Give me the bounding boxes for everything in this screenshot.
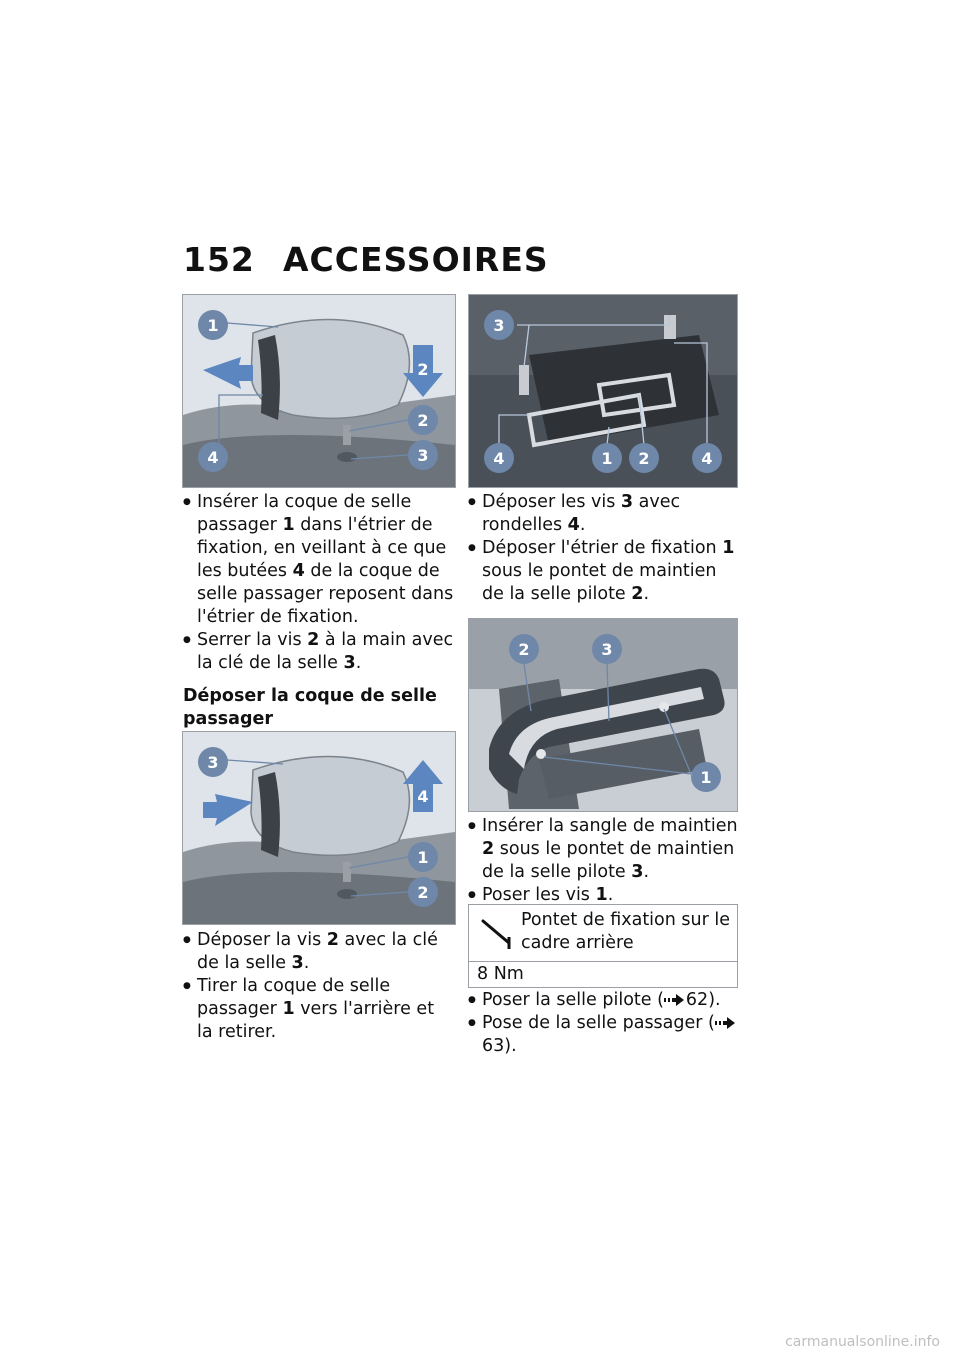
callout-label: 2 <box>638 449 650 468</box>
torque-spec-box <box>468 904 738 988</box>
figure-seat-install-drawing <box>183 295 455 487</box>
right-steps-refit <box>468 989 740 1058</box>
callout-label: 3 <box>493 316 505 335</box>
callout-label: 4 <box>493 449 505 468</box>
callout-label: 2 <box>417 883 429 902</box>
figure-strap-install-drawing <box>469 619 737 811</box>
callout-label: 3 <box>601 640 613 659</box>
torque-wrench-icon <box>479 915 515 951</box>
callout-label: 2 <box>417 411 429 430</box>
step-list <box>183 491 455 675</box>
figure-bracket-removal <box>468 294 738 488</box>
page-ref-link[interactable]: 63 <box>482 1036 505 1056</box>
figure-strap-install <box>468 618 738 812</box>
step-item: ● Insérer la sangle de maintien 2 sous le pontet de maintien de la selle pilote 3. <box>468 815 740 884</box>
page-ref-arrow-icon <box>664 994 686 1006</box>
arrow-label: 2 <box>417 360 429 379</box>
page-header <box>183 240 903 284</box>
right-steps-strap <box>468 815 740 907</box>
page-ref-arrow-icon <box>715 1017 737 1029</box>
page-number: 152 <box>183 240 255 279</box>
callout-label: 2 <box>518 640 530 659</box>
torque-value: 8 Nm <box>477 964 524 984</box>
figure-bracket-removal-drawing <box>469 295 737 487</box>
callout-label: 3 <box>207 753 219 772</box>
figure-seat-removal-drawing <box>183 732 455 924</box>
right-steps-bracket <box>468 491 740 606</box>
step-item: ● Déposer les vis 3 avec rondelles 4. <box>468 491 740 537</box>
callout-label: 4 <box>207 448 219 467</box>
callout-label: 1 <box>700 768 712 787</box>
step-item: ● Tirer la coque de selle passager 1 vers l'arrière et la retirer. <box>183 975 455 1044</box>
step-list <box>468 491 740 606</box>
callout-label: 1 <box>207 316 219 335</box>
step-item: ● Serrer la vis 2 à la main avec la clé de la selle 3. <box>183 629 455 675</box>
section-heading: Déposer la coque de selle passager <box>183 686 437 729</box>
torque-label: Pontet de fixation sur le cadre arrière <box>521 910 731 953</box>
watermark: carmanualsonline.info <box>785 1334 940 1350</box>
arrow-label: 4 <box>417 787 429 806</box>
step-list <box>468 815 740 907</box>
step-item: ● Insérer la coque de selle passager 1 dans l'étrier de fixation, en veillant à ce que les butées 4 de la coque de selle passager reposent dans l'étrier de fixation. <box>183 491 455 629</box>
step-list <box>468 989 740 1058</box>
step-item: ● Poser les vis 1. <box>468 884 740 907</box>
step-item: ● Déposer l'étrier de fixation 1 sous le pontet de maintien de la selle pilote 2. <box>468 537 740 606</box>
callout-label: 1 <box>417 848 429 867</box>
figure-seat-install <box>182 294 456 488</box>
step-list <box>183 929 455 1044</box>
callout-label: 4 <box>701 449 713 468</box>
page-ref-link[interactable]: 62 <box>685 990 709 1010</box>
figure-seat-removal <box>182 731 456 925</box>
step-item: ● Déposer la vis 2 avec la clé de la selle 3. <box>183 929 455 975</box>
page-title: ACCESSOIRES <box>283 240 549 279</box>
left-steps-removal <box>183 929 455 1044</box>
left-steps-install <box>183 491 455 731</box>
callout-label: 3 <box>417 446 429 465</box>
step-item: ● Poser la selle pilote ( 62). <box>468 989 740 1012</box>
callout-label: 1 <box>601 449 613 468</box>
step-item: ● Pose de la selle passager (63). <box>468 1012 740 1058</box>
